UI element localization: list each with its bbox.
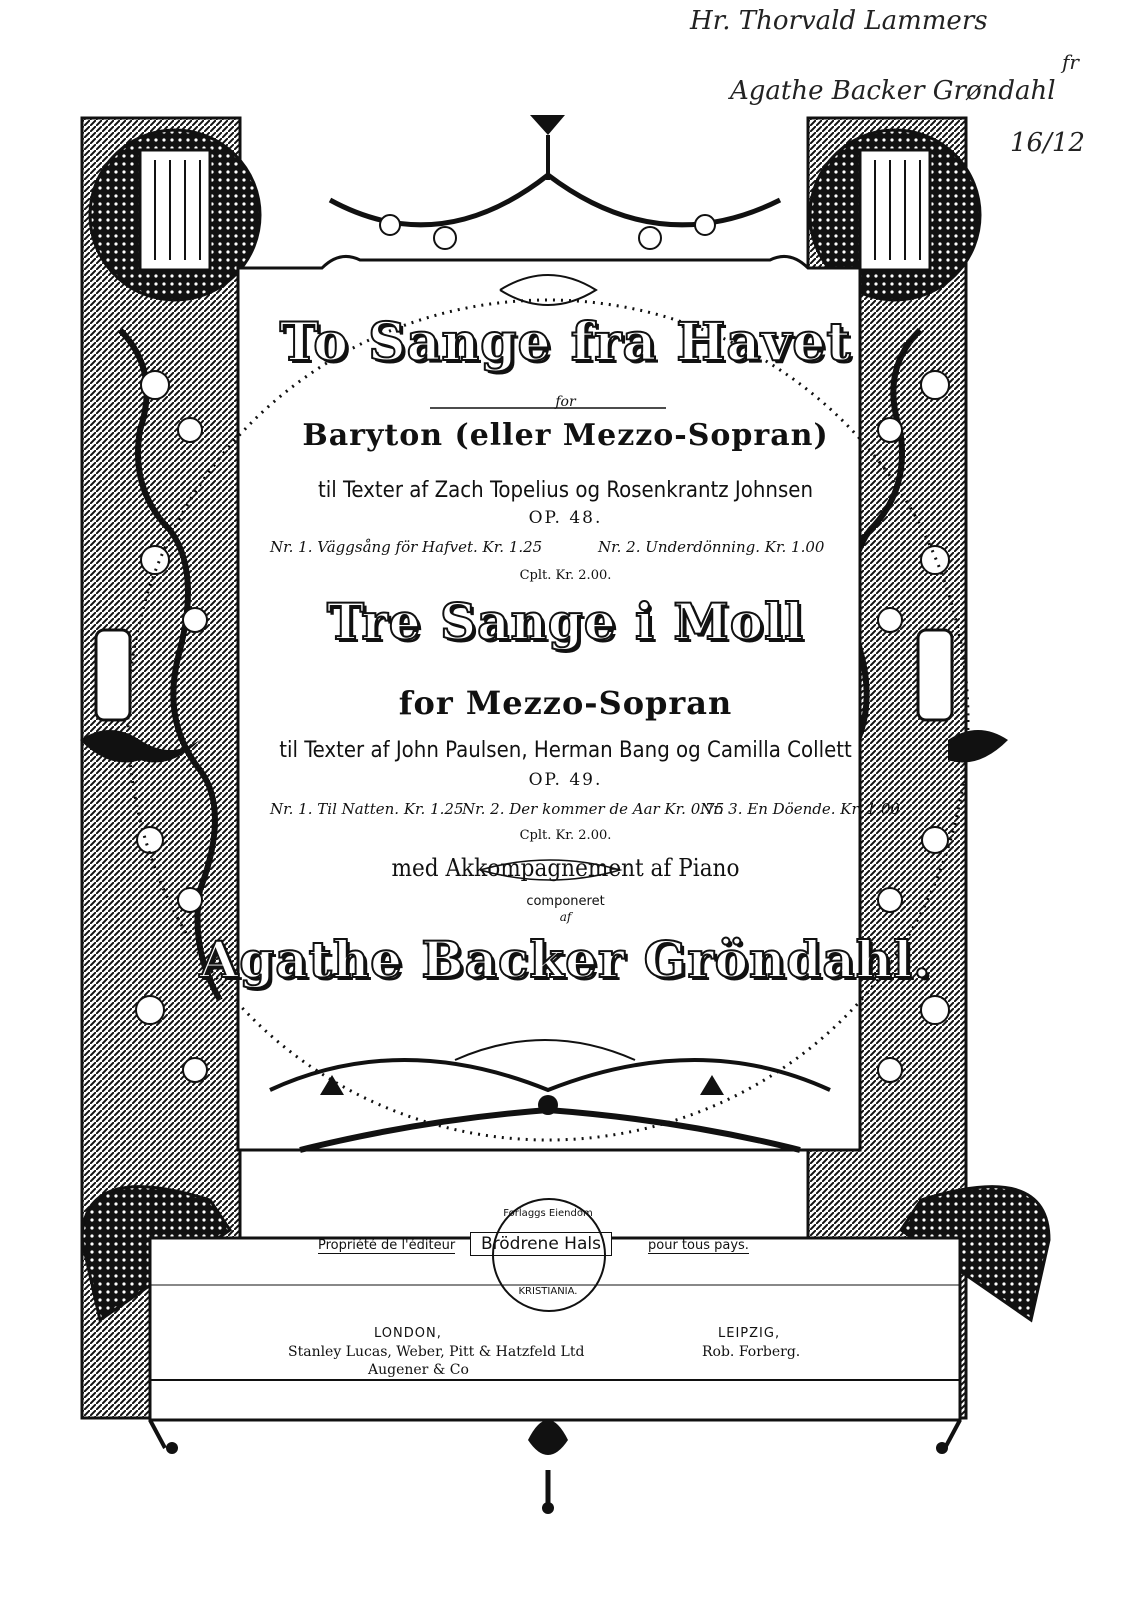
publisher-name: Brödrene Hals bbox=[470, 1232, 612, 1256]
voice-line-1: Baryton (eller Mezzo-Sopran) bbox=[302, 418, 829, 453]
leipzig-city: LEIPZIG, bbox=[718, 1326, 781, 1341]
opus-49: OP. 49. bbox=[528, 770, 603, 790]
title-to-sange-fra-havet: To Sange fra Havet bbox=[279, 312, 852, 373]
handwritten-signature: Agathe Backer Grøndahl bbox=[730, 76, 1056, 106]
london-city: LONDON, bbox=[374, 1326, 442, 1341]
song-1-op49: Nr. 1. Til Natten. Kr. 1.25 bbox=[270, 800, 464, 818]
leipzig-publisher: Rob. Forberg. bbox=[702, 1344, 801, 1360]
title-tre-sange-i-moll: Tre Sange i Moll bbox=[326, 592, 805, 651]
handwritten-date: 16/12 bbox=[1010, 128, 1085, 158]
complete-price-op49: Cplt. Kr. 2.00. bbox=[519, 828, 612, 843]
propriete-label: Propriété de l'éditeur bbox=[318, 1238, 456, 1253]
song-1-op48: Nr. 1. Väggsång för Hafvet. Kr. 1.25 bbox=[270, 538, 543, 556]
texts-line-1: til Texter af Zach Topelius og Rosenkrantz Johnsen bbox=[318, 478, 813, 503]
componeret-label: componeret bbox=[526, 894, 605, 909]
handwritten-dedication-line2: fr bbox=[1062, 50, 1079, 74]
song-2-op48: Nr. 2. Underdönning. Kr. 1.00 bbox=[598, 538, 825, 556]
handwritten-dedication-line1: Hr. Thorvald Lammers bbox=[690, 6, 988, 36]
texts-line-2: til Texter af John Paulsen, Herman Bang og Camilla Collett bbox=[279, 738, 852, 763]
for-label-1: for bbox=[555, 394, 576, 410]
stamp-bottom-text: KRISTIANIA. bbox=[518, 1286, 578, 1297]
accompaniment-line: med Akkompagnement af Piano bbox=[391, 854, 740, 882]
song-2-op49: Nr. 2. Der kommer de Aar Kr. 0.75 bbox=[462, 800, 725, 818]
stamp-top-text: Forlaggs Eiendom bbox=[503, 1208, 593, 1219]
voice-line-2: for Mezzo-Sopran bbox=[398, 684, 733, 722]
london-publishers: Stanley Lucas, Weber, Pitt & Hatzfeld Ltd bbox=[288, 1344, 585, 1360]
opus-48: OP. 48. bbox=[528, 508, 603, 528]
af-label: af bbox=[559, 910, 572, 924]
song-3-op49: Nr. 3. En Döende. Kr. 1.00 bbox=[700, 800, 900, 818]
composer-name: Agathe Backer Gröndahl. bbox=[199, 930, 932, 989]
complete-price-op48: Cplt. Kr. 2.00. bbox=[519, 568, 612, 583]
london-augener: Augener & Co bbox=[368, 1362, 469, 1378]
pour-tous-pays-label: pour tous pays. bbox=[648, 1238, 749, 1253]
